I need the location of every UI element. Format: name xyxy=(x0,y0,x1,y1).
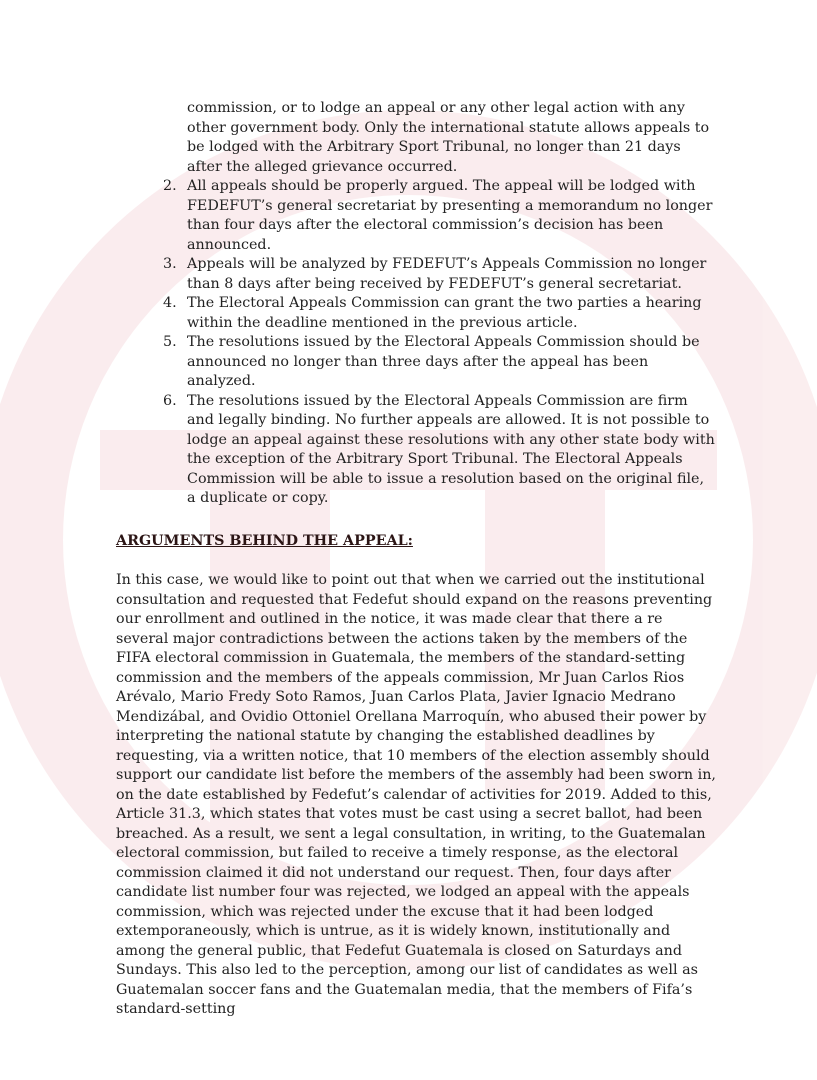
list-item-text: The resolutions issued by the Electoral Appeals Commission are firm and legally binding. No further appeals are allowed. It is not possible to lodge an appeal against these resolutions with any other state body with the exception of the Arbitrary Sport Tribunal. The Electoral Appeals Commission will be able to issue a resolution based on the original file, a duplicate or copy. xyxy=(187,392,715,506)
list-item-text: Appeals will be analyzed by FEDEFUT’s Appeals Commission no longer than 8 days after being received by FEDEFUT’s general secretariat. xyxy=(187,256,707,292)
list-item xyxy=(163,177,716,255)
list-item-number: 5. xyxy=(163,334,177,350)
list-item-text: All appeals should be properly argued. The appeal will be lodged with FEDEFUT’s general secretariat by presenting a memorandum no longer than four days after the electoral commission’s decision has been announced. xyxy=(187,178,713,253)
list-item-number: 6. xyxy=(163,392,177,409)
document-page xyxy=(116,99,716,1020)
list-item xyxy=(163,255,716,294)
list-item xyxy=(163,392,716,509)
list-item-number: 3. xyxy=(163,256,177,272)
list-item-text: The resolutions issued by the Electoral Appeals Commission should be announced no longer than three days after the appeal has been analyzed. xyxy=(187,334,700,389)
body-paragraph: In this case, we would like to point out that when we carried out the institutional consultation and requested that Fedefut should expand on the reasons preventing our enrollment and outlined in the notice, it was made clear that there a re several major contradictions between the actions taken by the members of the FIFA electoral commission in Guatemala, the members of the standard-setting commission and the members of the appeals commission, Mr Juan Carlos Rios Arévalo, Mario Fredy Soto Ramos, Juan Carlos Plata, Javier Ignacio Medrano Mendizábal, and Ovidio Ottoniel Orellana Marroquín, who abused their power by interpreting the national statute by changing the established deadlines by requesting, via a written notice, that 10 members of the election assembly should support our candidate list before the members of the assembly had been sworn in, on the date established by Fedefut’s calendar of activities for 2019. Added to this, Article 31.3, which states that votes must be cast using a secret ballot, had been breached. As a result, we sent a legal consultation, in writing, to the Guatemalan electoral commission, but failed to receive a timely response, as the electoral commission claimed it did not understand our request. Then, four days after candidate list number four was rejected, we lodged an appeal with the appeals commission, which was rejected under the excuse that it had been lodged extemporaneously, which is untrue, as it is widely known, institutionally and among the general public, that Fedefut Guatemala is closed on Saturdays and Sundays. This also led to the perception, among our list of candidates as well as Guatemalan soccer fans and the Guatemalan media, that the members of Fifa’s standard-setting xyxy=(116,572,716,1017)
list-item-number: 4. xyxy=(163,295,177,311)
list-item-number: 2. xyxy=(163,178,177,194)
section-heading: ARGUMENTS BEHIND THE APPEAL: xyxy=(116,532,413,549)
list-item xyxy=(163,294,716,333)
list-item xyxy=(163,333,716,392)
continuation-text: commission, or to lodge an appeal or any other legal action with any other government body. Only the international statute allows appeals to be lodged with the Arbitrary Sport Tribunal, no longer than 21 days after the alleged grievance occurred. xyxy=(187,100,710,175)
appeal-rules-list xyxy=(116,177,716,509)
list-item-text: The Electoral Appeals Commission can grant the two parties a hearing within the deadline mentioned in the previous article. xyxy=(187,295,702,331)
